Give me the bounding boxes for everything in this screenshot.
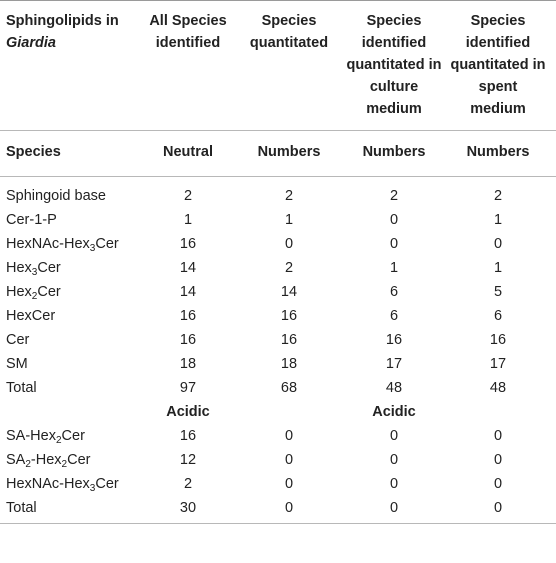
header-species-quantitated (236, 10, 342, 54)
subheader-numbers-1: Numbers (257, 144, 321, 160)
value-culture-medium: 0 (389, 236, 399, 252)
value-culture-medium: 0 (389, 428, 399, 444)
table-row (0, 184, 556, 208)
species-name: HexNAc-Hex$_3$Cer (6, 236, 119, 254)
acidic-label-1: Acidic (166, 404, 210, 420)
value-quantitated: 68 (280, 380, 298, 396)
value-quantitated: 0 (284, 452, 294, 468)
header-col3-line4: culture (369, 79, 419, 95)
value-all-species: 14 (179, 260, 197, 276)
value-quantitated: 1 (284, 212, 294, 228)
subheader-numbers-3: Numbers (466, 144, 530, 160)
value-spent-medium: 0 (493, 476, 503, 492)
value-spent-medium: 2 (493, 188, 503, 204)
species-name: HexCer (6, 308, 56, 324)
value-all-species: 16 (179, 428, 197, 444)
species-name: $SA_2-Hex_2Cer$ (6, 452, 91, 470)
species-name: Hex$_2$Cer (6, 284, 61, 302)
table-row (0, 352, 556, 376)
header-col3-line3: quantitated in (346, 57, 442, 73)
table-row (0, 280, 556, 304)
value-spent-medium: 5 (493, 284, 503, 300)
value-spent-medium: 0 (493, 428, 503, 444)
species-name: Cer-1-P (6, 212, 57, 228)
value-all-species: 16 (179, 332, 197, 348)
subheader-neutral: Neutral (163, 144, 213, 160)
value-quantitated: 2 (284, 260, 294, 276)
value-all-species: 16 (179, 308, 197, 324)
table-row (0, 304, 556, 328)
value-all-species: 14 (179, 284, 197, 300)
value-culture-medium: 6 (389, 308, 399, 324)
header-all-species (142, 10, 234, 54)
value-spent-medium: 1 (493, 260, 503, 276)
value-culture-medium: 6 (389, 284, 399, 300)
table-row (0, 424, 556, 448)
table-row (0, 472, 556, 496)
value-quantitated: 0 (284, 476, 294, 492)
species-name: HexNAc-Hex$_3$Cer (6, 476, 119, 494)
value-spent-medium: 6 (493, 308, 503, 324)
species-name: Cer (6, 332, 30, 348)
table-row (0, 328, 556, 352)
value-quantitated: 18 (280, 356, 298, 372)
value-culture-medium: 17 (385, 356, 403, 372)
value-culture-medium: 16 (385, 332, 403, 348)
value-all-species: 2 (183, 188, 193, 204)
value-quantitated: 16 (280, 308, 298, 324)
header-col0-line2: Giardia (6, 35, 56, 51)
value-quantitated: 0 (284, 236, 294, 252)
subheader-rule (0, 176, 556, 177)
species-name: Sphingoid base (6, 188, 106, 204)
acidic-label-2: Acidic (372, 404, 416, 420)
table-row (0, 208, 556, 232)
value-all-species: 18 (179, 356, 197, 372)
value-spent-medium: 1 (493, 212, 503, 228)
value-spent-medium: 17 (489, 356, 507, 372)
value-culture-medium: 1 (389, 260, 399, 276)
header-col1-line1: All Species (149, 13, 227, 29)
subheader-numbers-2: Numbers (362, 144, 426, 160)
subheader-species: Species (6, 144, 61, 160)
value-spent-medium: 16 (489, 332, 507, 348)
header-col4-line2: identified (465, 35, 531, 51)
value-culture-medium: 48 (385, 380, 403, 396)
header-rule (0, 130, 556, 131)
table-bottom-rule (0, 523, 556, 524)
species-name: Hex$_3$Cer (6, 260, 61, 278)
header-col3-line5: medium (366, 101, 422, 117)
header-col4-line1: Species (470, 13, 526, 29)
header-col2-line2: quantitated (249, 35, 329, 51)
header-col2-line1: Species (261, 13, 317, 29)
table-row-total (0, 496, 556, 520)
species-name: Total (6, 380, 37, 396)
value-quantitated: 0 (284, 500, 294, 516)
value-all-species: 12 (179, 452, 197, 468)
header-col4-line5: medium (470, 101, 526, 117)
header-col3-line2: identified (361, 35, 427, 51)
value-spent-medium: 48 (489, 380, 507, 396)
value-all-species: 16 (179, 236, 197, 252)
value-spent-medium: 0 (493, 236, 503, 252)
value-quantitated: 14 (280, 284, 298, 300)
value-culture-medium: 0 (389, 500, 399, 516)
header-col4-line3: quantitated in (450, 57, 546, 73)
table-top-rule (0, 0, 556, 1)
value-all-species: 30 (179, 500, 197, 516)
value-spent-medium: 0 (493, 500, 503, 516)
value-culture-medium: 0 (389, 452, 399, 468)
value-culture-medium: 0 (389, 212, 399, 228)
header-sphingolipids (6, 10, 136, 54)
subheader-row (0, 140, 556, 164)
value-culture-medium: 2 (389, 188, 399, 204)
value-all-species: 1 (183, 212, 193, 228)
table-row (0, 256, 556, 280)
acidic-header-row (0, 400, 556, 424)
header-col1-line2: identified (155, 35, 221, 51)
species-name: SA-Hex$_2$Cer (6, 428, 85, 446)
value-all-species: 97 (179, 380, 197, 396)
table-row (0, 232, 556, 256)
header-culture-medium (344, 10, 444, 120)
species-name: SM (6, 356, 28, 372)
value-culture-medium: 0 (389, 476, 399, 492)
species-name: Total (6, 500, 37, 516)
header-col3-line1: Species (366, 13, 422, 29)
value-spent-medium: 0 (493, 452, 503, 468)
value-all-species: 2 (183, 476, 193, 492)
value-quantitated: 2 (284, 188, 294, 204)
header-spent-medium (446, 10, 550, 120)
table-row (0, 448, 556, 472)
header-col0-line1: Sphingolipids in (6, 13, 119, 29)
table-row-total (0, 376, 556, 400)
value-quantitated: 0 (284, 428, 294, 444)
header-col4-line4: spent (478, 79, 518, 95)
value-quantitated: 16 (280, 332, 298, 348)
